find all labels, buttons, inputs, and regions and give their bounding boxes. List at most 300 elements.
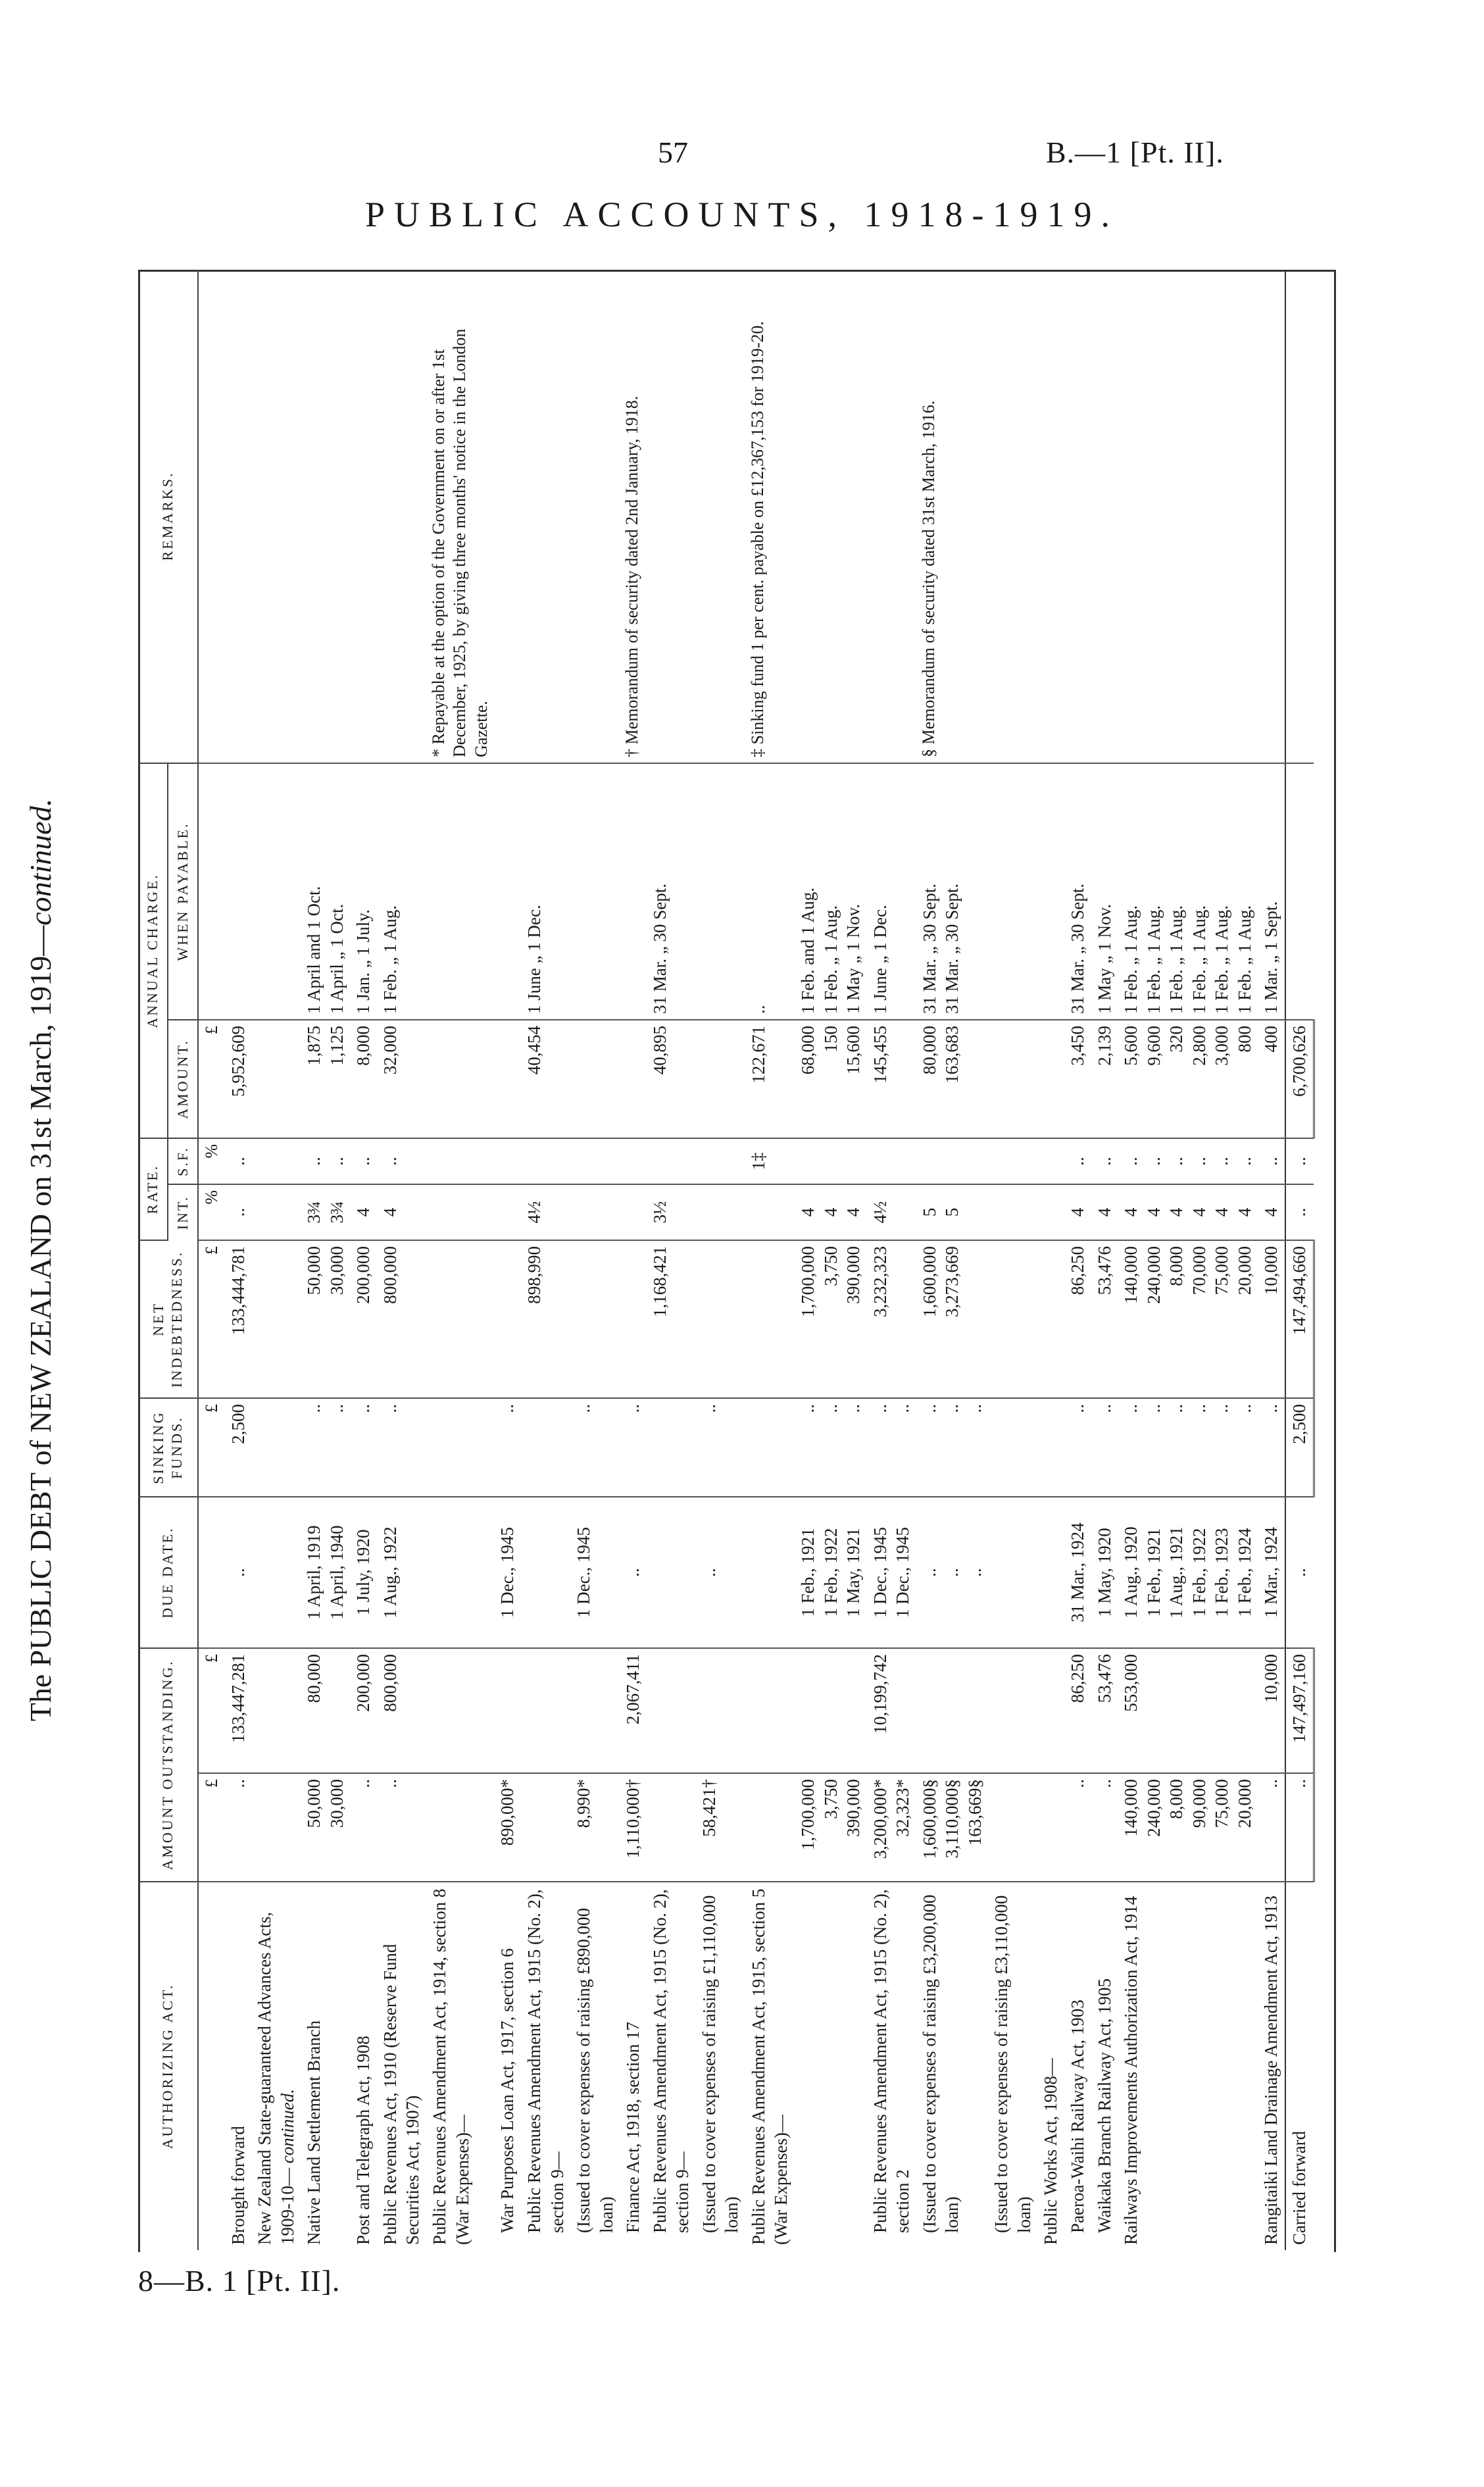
cell-sinking (1064, 1398, 1091, 1497)
total-int: .. (1285, 1184, 1314, 1240)
cell-when-text: 31 Mar. „ 30 Sept. (1068, 884, 1088, 1014)
cell-int-text: 4 (1094, 1207, 1114, 1217)
cell-sinking-text: 2,500 (228, 1403, 248, 1444)
cell-remarks-text: § Memorandum of security dated 31st March, 1916. (918, 400, 938, 757)
cell-amount (426, 1020, 495, 1138)
cell-remarks (1258, 270, 1285, 763)
cell-when-text: 31 Mar. „ 30 Sept. 31 Mar. „ 30 Sept. (919, 884, 962, 1014)
cell-sinking (521, 1398, 570, 1497)
cell-act (426, 1882, 495, 2250)
cell-int (1118, 1184, 1258, 1240)
cell-when (1258, 763, 1285, 1020)
col-header-rate-sf: S.F. (168, 1138, 198, 1184)
cell-sf (377, 1138, 426, 1184)
cell-out-a-text: .. (1094, 1779, 1114, 1788)
cell-out-a-text: 1,600,000§ 3,110,000§ 163,669§ (919, 1779, 985, 1859)
cell-net (1037, 1240, 1064, 1398)
cell-sf-text: .. .. .. .. .. .. (1121, 1157, 1254, 1166)
cell-due (696, 1497, 745, 1648)
cell-when (1064, 763, 1091, 1020)
unit-amount: £ (198, 1020, 224, 1138)
cell-act (867, 1882, 916, 2250)
cell-net (570, 1240, 620, 1398)
cell-remarks (301, 270, 350, 763)
cell-remarks (795, 270, 867, 763)
cell-remarks (350, 270, 377, 763)
cell-int (225, 1184, 252, 1240)
cell-when (988, 763, 1037, 1020)
cell-when-text: 31 Mar. „ 30 Sept. (649, 884, 670, 1014)
cell-remarks (1037, 270, 1064, 763)
cell-sinking (1118, 1398, 1258, 1497)
cell-out-b (1258, 1648, 1285, 1773)
cell-remarks (377, 270, 426, 763)
public-debt-table (138, 270, 1315, 2250)
cell-when-text: 1 Jan. „ 1 July. (353, 909, 374, 1014)
cell-due-text: 1 Aug., 1922 (380, 1526, 400, 1619)
cell-act-text: War Purposes Loan Act, 1917, section 6 (497, 1948, 518, 2233)
cell-out-b (301, 1648, 350, 1773)
cell-when-text: 1 April and 1 Oct. 1 April „ 1 Oct. (304, 886, 347, 1014)
cell-remarks (570, 270, 620, 763)
cell-sinking (426, 1398, 495, 1497)
cell-due (251, 1497, 301, 1648)
cell-out-b (426, 1648, 495, 1773)
cell-out-b-text: 2,067,411 (623, 1653, 643, 1724)
cell-out-b-text: 200,000 (353, 1653, 374, 1712)
cell-out-b-text: 133,447,281 (228, 1653, 248, 1743)
cell-sinking-text: .. (699, 1403, 719, 1413)
cell-amount (647, 1020, 696, 1138)
cell-out-a (1037, 1773, 1064, 1882)
cell-out-b-text: 553,000 (1121, 1653, 1141, 1712)
cell-act-text: (Issued to cover expenses of raising £890,000 loan) (574, 1907, 616, 2233)
cell-when-text: 1 Feb. „ 1 Aug. 1 Feb. „ 1 Aug. 1 Feb. „ 1 Aug. 1 Feb. „ 1 Aug. 1 Feb. „ 1 Aug. 1 Feb. „ 1 Aug. (1121, 905, 1254, 1014)
cell-int-text: 4½ (870, 1201, 890, 1224)
cell-out-a-text: 50,000 30,000 (304, 1779, 347, 1828)
cell-due (570, 1497, 620, 1648)
cell-due (301, 1497, 350, 1648)
cell-when (867, 763, 916, 1020)
cell-out-a-text: 58,421† (699, 1779, 719, 1837)
table-caption (23, 270, 58, 2250)
cell-net (1064, 1240, 1091, 1398)
cell-out-b (350, 1648, 377, 1773)
total-net: 147,494,660 (1285, 1240, 1314, 1398)
public-debt-table-rotated (24, 270, 1332, 2250)
cell-sinking (377, 1398, 426, 1497)
cell-when (1091, 763, 1118, 1020)
cell-net (867, 1240, 916, 1398)
cell-int-text: 4 4 4 (798, 1207, 864, 1217)
cell-sinking-text: .. (623, 1403, 643, 1413)
total-out-a: .. (1285, 1773, 1314, 1882)
cell-int (867, 1184, 916, 1240)
cell-act-text: Public Works Act, 1908— (1041, 2058, 1061, 2245)
cell-out-a-text: 8,990* (574, 1779, 594, 1828)
cell-net (1118, 1240, 1258, 1398)
unit-sf: % (198, 1138, 224, 1184)
cell-sinking-text: .. (380, 1403, 400, 1413)
cell-int-text: 4 (380, 1207, 400, 1217)
cell-sinking (867, 1398, 916, 1497)
cell-net (377, 1240, 426, 1398)
cell-sinking (988, 1398, 1037, 1497)
cell-net (225, 1240, 252, 1398)
cell-when (225, 763, 252, 1020)
cell-amount-text: 400 (1261, 1025, 1281, 1053)
cell-act (494, 1882, 521, 2250)
cell-sf (1118, 1138, 1258, 1184)
cell-when (426, 763, 495, 1020)
cell-act (696, 1882, 745, 2250)
table-caption-text: The PUBLIC DEBT of NEW ZEALAND on 31st March, 1919— (24, 925, 57, 1722)
cell-amount (301, 1020, 350, 1138)
cell-remarks-text: * Repayable at the option of the Government on or after 1st December, 1925, by giving three months' notice in the London Gazette. (428, 328, 491, 757)
cell-act-text: Public Revenues Act, 1910 (Reserve Fund Securities Act, 1907) (380, 1944, 423, 2245)
cell-act (1091, 1882, 1118, 2250)
cell-remarks (251, 270, 301, 763)
cell-int (1091, 1184, 1118, 1240)
cell-net-text: 1,700,000 3,750 390,000 (798, 1245, 864, 1317)
table-row (426, 270, 495, 2250)
cell-when (916, 763, 989, 1020)
cell-amount (251, 1020, 301, 1138)
cell-due-text: 1 April, 1919 1 April, 1940 (304, 1525, 347, 1620)
cell-amount-text: 40,895 (649, 1025, 670, 1075)
cell-int-text: 3½ (649, 1201, 670, 1224)
cell-remarks (620, 270, 647, 763)
cell-remarks (988, 270, 1037, 763)
cell-sf-text: 1‡ (748, 1152, 768, 1170)
cell-due (647, 1497, 696, 1648)
cell-out-b (1118, 1648, 1258, 1773)
cell-int (350, 1184, 377, 1240)
cell-act-text: Public Revenues Amendment Act, 1915 (No. 2), section 9— (649, 1889, 693, 2233)
cell-int-text: 3¾ 3¾ (304, 1201, 347, 1224)
cell-due (521, 1497, 570, 1648)
cell-act (301, 1882, 350, 2250)
cell-out-a (620, 1773, 647, 1882)
cell-out-b (494, 1648, 521, 1773)
cell-net (696, 1240, 745, 1398)
cell-due (620, 1497, 647, 1648)
cell-sf-text: .. (353, 1157, 374, 1166)
cell-act (570, 1882, 620, 2250)
cell-due-text: 1 Dec., 1945 (574, 1527, 594, 1618)
col-header-when: WHEN PAYABLE. (168, 763, 198, 1020)
cell-int-text: .. (228, 1207, 248, 1217)
cell-act-text: New Zealand State-guaranteed Advances Acts, 1909-10— (255, 1911, 297, 2245)
cell-out-b (620, 1648, 647, 1773)
cell-act (988, 1882, 1037, 2250)
cell-int-text: 4½ (524, 1201, 544, 1224)
cell-int (301, 1184, 350, 1240)
cell-sf (647, 1138, 696, 1184)
cell-due (988, 1497, 1037, 1648)
table-row (745, 270, 795, 2250)
cell-sf (916, 1138, 989, 1184)
cell-act (1118, 1882, 1258, 2250)
total-due: .. (1285, 1497, 1314, 1648)
cell-due (745, 1497, 795, 1648)
cell-act (251, 1882, 301, 2250)
cell-amount (225, 1020, 252, 1138)
cell-sf-text: .. (1094, 1157, 1114, 1166)
cell-net (251, 1240, 301, 1398)
cell-sf (494, 1138, 521, 1184)
cell-sf (1064, 1138, 1091, 1184)
cell-sinking-text: .. (353, 1403, 374, 1413)
cell-sf (350, 1138, 377, 1184)
cell-sinking (916, 1398, 989, 1497)
cell-out-b (1037, 1648, 1064, 1773)
col-header-net: NET INDEBTEDNESS. (138, 1240, 198, 1398)
cell-out-a (521, 1773, 570, 1882)
cell-sinking (494, 1398, 521, 1497)
cell-out-b (521, 1648, 570, 1773)
cell-when-text: 1 June „ 1 Dec. (524, 905, 544, 1014)
cell-amount-text: 8,000 (353, 1025, 374, 1066)
cell-due (377, 1497, 426, 1648)
cell-act-text: Waikaka Branch Railway Act, 1905 (1094, 1978, 1114, 2233)
cell-out-b-text: 800,000 (380, 1653, 400, 1712)
cell-act-text: (Issued to cover expenses of raising £3,200,000 loan) (919, 1894, 962, 2233)
cell-out-b-text: 10,199,742 (870, 1653, 890, 1734)
table-row (570, 270, 620, 2250)
table-row (620, 270, 647, 2250)
cell-amount (1258, 1020, 1285, 1138)
cell-due (916, 1497, 989, 1648)
cell-amount (1037, 1020, 1064, 1138)
cell-net (988, 1240, 1037, 1398)
cell-int (1258, 1184, 1285, 1240)
parliamentary-reference: B.—1 [Pt. II]. (1046, 136, 1224, 169)
cell-sinking-text: .. (497, 1403, 518, 1413)
cell-due-text: 1 July, 1920 (353, 1529, 374, 1616)
cell-out-a-text: .. (1261, 1779, 1281, 1788)
units-remarks (198, 270, 224, 763)
table-row (1118, 270, 1258, 2250)
cell-out-a (1064, 1773, 1091, 1882)
cell-amount (988, 1020, 1037, 1138)
cell-sinking (350, 1398, 377, 1497)
cell-int (570, 1184, 620, 1240)
cell-act-text: Post and Telegraph Act, 1908 (353, 2036, 374, 2245)
footer-reference: 8—B. 1 [Pt. II]. (138, 2264, 341, 2298)
cell-sf-text: .. (1068, 1157, 1088, 1166)
cell-sf (1258, 1138, 1285, 1184)
cell-out-a (745, 1773, 795, 1882)
cell-sinking-text: .. .. .. (798, 1403, 864, 1413)
cell-amount-text: 5,952,609 (228, 1025, 248, 1097)
cell-int (647, 1184, 696, 1240)
cell-out-a (570, 1773, 620, 1882)
cell-sf (251, 1138, 301, 1184)
cell-sf (988, 1138, 1037, 1184)
cell-remarks (745, 270, 795, 763)
cell-out-a-text: .. (1068, 1779, 1088, 1788)
cell-int-text: 4 (353, 1207, 374, 1217)
table-row (251, 270, 301, 2250)
unit-int: % (198, 1184, 224, 1240)
col-header-remarks: REMARKS. (138, 270, 198, 763)
cell-due (350, 1497, 377, 1648)
cell-out-a (1258, 1773, 1285, 1882)
cell-when (745, 763, 795, 1020)
cell-remarks (1064, 270, 1091, 763)
cell-sinking (1091, 1398, 1118, 1497)
cell-int (1037, 1184, 1064, 1240)
cell-sf (867, 1138, 916, 1184)
cell-when (494, 763, 521, 1020)
cell-net (1091, 1240, 1118, 1398)
cell-amount-text: 40,454 (524, 1025, 544, 1075)
col-header-sinking: SINKING FUNDS. (138, 1398, 198, 1497)
cell-when (647, 763, 696, 1020)
unit-out-a: £ (198, 1773, 224, 1882)
cell-amount (916, 1020, 989, 1138)
cell-due-text: 1 Mar., 1924 (1261, 1526, 1281, 1618)
cell-out-a (377, 1773, 426, 1882)
cell-due (426, 1497, 495, 1648)
cell-remarks-text: ‡ Sinking fund 1 per cent. payable on £12,367,153 for 1919-20. (747, 321, 767, 757)
units-due (198, 1497, 224, 1648)
cell-sinking (1258, 1398, 1285, 1497)
cell-when (377, 763, 426, 1020)
cell-sf (301, 1138, 350, 1184)
cell-sinking (620, 1398, 647, 1497)
cell-sinking-text: .. .. (304, 1403, 347, 1413)
col-header-due: DUE DATE. (138, 1497, 198, 1648)
cell-net (301, 1240, 350, 1398)
table-row (225, 270, 252, 2250)
cell-int (1064, 1184, 1091, 1240)
cell-act (377, 1882, 426, 2250)
cell-net-text: 3,232,323 (870, 1245, 890, 1317)
cell-when-text: 1 June „ 1 Dec. (870, 905, 890, 1014)
col-header-rate-int: INT. (168, 1184, 198, 1240)
cell-amount (696, 1020, 745, 1138)
cell-out-a (867, 1773, 916, 1882)
cell-remarks (1118, 270, 1258, 763)
cell-int-text: 5 5 (919, 1207, 962, 1217)
cell-act-text: Native Land Settlement Branch (304, 2020, 324, 2245)
cell-net-text: 898,990 (524, 1245, 544, 1304)
cell-sinking (745, 1398, 795, 1497)
table-row (916, 270, 989, 2250)
cell-amount-text: 2,139 (1094, 1025, 1114, 1066)
cell-out-a-text: .. (228, 1779, 248, 1788)
cell-act (1258, 1882, 1285, 2250)
cell-out-b (795, 1648, 867, 1773)
cell-amount (745, 1020, 795, 1138)
cell-due-text: 1 May, 1920 (1094, 1528, 1114, 1617)
cell-out-a (696, 1773, 745, 1882)
cell-due-text: 1 Dec., 1945 1 Dec., 1945 (870, 1527, 913, 1618)
cell-out-a-text: 1,700,000 3,750 390,000 (798, 1779, 864, 1850)
cell-net-text: 200,000 (353, 1245, 374, 1304)
cell-net-text: 1,600,000 3,273,669 (919, 1245, 962, 1317)
cell-net-text: 800,000 (380, 1245, 400, 1304)
table-row (1064, 270, 1091, 2250)
cell-net (620, 1240, 647, 1398)
cell-act (647, 1882, 696, 2250)
cell-due (867, 1497, 916, 1648)
cell-net (426, 1240, 495, 1398)
cell-remarks (647, 270, 696, 763)
unit-out-b: £ (198, 1648, 224, 1773)
cell-remarks (1091, 270, 1118, 763)
cell-amount-text: 122,671 (748, 1025, 768, 1084)
cell-int (521, 1184, 570, 1240)
cell-out-b (696, 1648, 745, 1773)
table-body (198, 270, 1285, 2250)
cell-int (916, 1184, 989, 1240)
cell-sinking (696, 1398, 745, 1497)
cell-net (350, 1240, 377, 1398)
cell-sf (795, 1138, 867, 1184)
cell-amount (1091, 1020, 1118, 1138)
cell-int (377, 1184, 426, 1240)
cell-when (350, 763, 377, 1020)
cell-sf (745, 1138, 795, 1184)
cell-act-text: Brought forward (228, 2126, 248, 2245)
cell-act (1064, 1882, 1091, 2250)
cell-due (1118, 1497, 1258, 1648)
cell-out-b (570, 1648, 620, 1773)
cell-net-text: 86,250 (1068, 1245, 1088, 1295)
col-header-act: AUTHORIZING ACT. (138, 1882, 198, 2250)
cell-due (795, 1497, 867, 1648)
cell-out-b-text: 86,250 (1068, 1653, 1088, 1703)
total-sf: .. (1285, 1138, 1314, 1184)
carried-forward-row (1285, 270, 1314, 2250)
cell-amount-text: 3,450 (1068, 1025, 1088, 1066)
cell-amount-text: 5,600 9,600 320 2,800 3,000 800 (1121, 1025, 1254, 1066)
cell-remarks (225, 270, 252, 763)
cell-sinking-text: .. (1094, 1403, 1114, 1413)
cell-due-text: 1 Dec., 1945 (497, 1527, 518, 1618)
cell-due-text: .. .. .. (919, 1568, 985, 1577)
cell-sinking-text: .. (1068, 1403, 1088, 1413)
col-header-outstanding: AMOUNT OUTSTANDING. (138, 1648, 198, 1882)
cell-sinking (251, 1398, 301, 1497)
units-row (198, 270, 224, 2250)
cell-out-a (426, 1773, 495, 1882)
cell-net-text: 133,444,781 (228, 1245, 248, 1335)
cell-due-text: 31 Mar., 1924 (1068, 1522, 1088, 1622)
cell-int (620, 1184, 647, 1240)
cell-when-text: 1 Feb. „ 1 Aug. (380, 905, 400, 1014)
cell-out-b (867, 1648, 916, 1773)
cell-out-b (225, 1648, 252, 1773)
cell-sinking (795, 1398, 867, 1497)
cell-sf (696, 1138, 745, 1184)
cell-int (426, 1184, 495, 1240)
cell-when (570, 763, 620, 1020)
cell-out-a (494, 1773, 521, 1882)
cell-int (494, 1184, 521, 1240)
total-sinking: 2,500 (1285, 1398, 1314, 1497)
cell-sf (620, 1138, 647, 1184)
cell-due-text: .. (623, 1568, 643, 1577)
total-amount: 6,700,626 (1285, 1020, 1314, 1138)
cell-net-text: 53,476 (1094, 1245, 1114, 1295)
cell-amount (620, 1020, 647, 1138)
cell-amount (521, 1020, 570, 1138)
cell-sf (225, 1138, 252, 1184)
